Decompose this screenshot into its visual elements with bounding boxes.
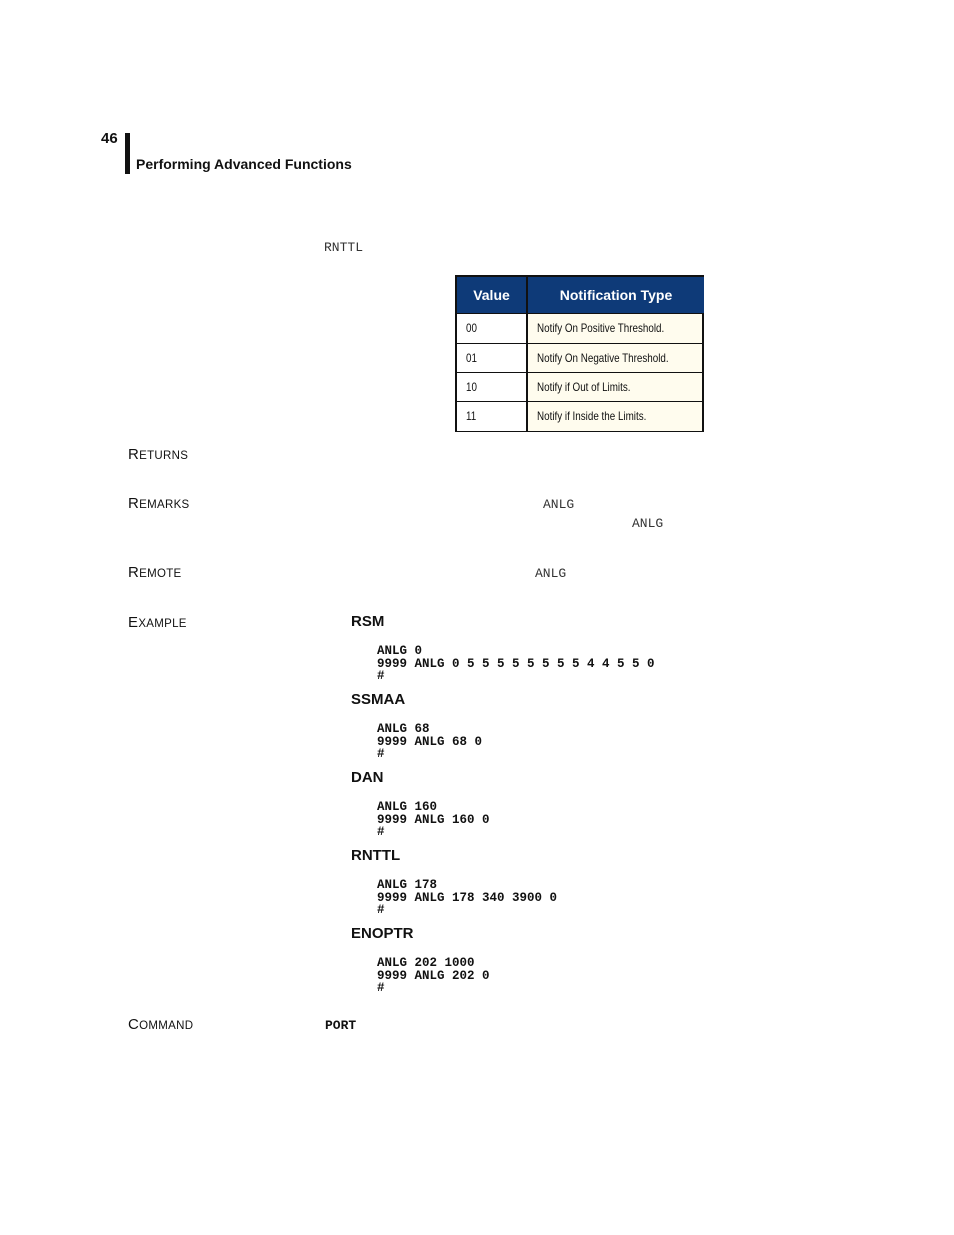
label-initial: C bbox=[128, 1016, 140, 1033]
table-cell-type bbox=[528, 344, 702, 373]
value-text: 10 bbox=[466, 380, 477, 394]
code-line: ANLG 68 bbox=[377, 722, 430, 736]
section-label-command bbox=[128, 1016, 193, 1033]
label-rest: EMOTE bbox=[139, 568, 182, 580]
label-initial: R bbox=[128, 446, 140, 463]
example-code-ssmaa bbox=[377, 723, 482, 761]
example-code-dan bbox=[377, 801, 490, 839]
code-line: 9999 ANLG 0 5 5 5 5 5 5 5 5 4 4 5 5 0 bbox=[377, 656, 655, 671]
remarks-code-anlg: ANLG bbox=[632, 516, 664, 531]
header-rule bbox=[125, 133, 130, 174]
code-line: ANLG 178 bbox=[377, 878, 438, 892]
table-header-notification-type: Notification Type bbox=[528, 277, 704, 313]
code-line: 9999 ANLG 68 0 bbox=[377, 734, 483, 749]
code-line: ANLG 0 bbox=[377, 644, 423, 658]
type-text: Notify On Positive Threshold. bbox=[537, 321, 665, 335]
table-cell-type bbox=[528, 402, 702, 431]
table-cell-type bbox=[528, 314, 702, 343]
label-initial: R bbox=[128, 495, 140, 512]
remarks-code-anlg: ANLG bbox=[543, 497, 575, 512]
code-line: # bbox=[377, 903, 385, 917]
example-title-ssmaa: SSMAA bbox=[351, 691, 406, 708]
type-text: Notify if Inside the Limits. bbox=[537, 409, 647, 423]
example-title-enoptr: ENOPTR bbox=[351, 925, 414, 942]
table-header-value: Value bbox=[457, 277, 526, 313]
section-label-returns bbox=[128, 446, 188, 463]
type-text: Notify if Out of Limits. bbox=[537, 380, 631, 394]
table-row bbox=[457, 372, 702, 402]
code-line: # bbox=[377, 669, 385, 683]
page-number: 46 bbox=[101, 130, 118, 147]
value-text: 11 bbox=[466, 409, 477, 423]
notification-table bbox=[455, 275, 704, 432]
type-text: Notify On Negative Threshold. bbox=[537, 351, 669, 365]
example-code-rnttl bbox=[377, 879, 557, 917]
code-line: 9999 ANLG 160 0 bbox=[377, 812, 490, 827]
example-code-rsm bbox=[377, 645, 655, 683]
code-line: 9999 ANLG 178 340 3900 0 bbox=[377, 890, 558, 905]
label-rest: ETURNS bbox=[139, 450, 189, 462]
value-text: 00 bbox=[466, 321, 477, 335]
running-head: Performing Advanced Functions bbox=[136, 156, 352, 172]
value-text: 01 bbox=[466, 351, 477, 365]
example-title-dan: DAN bbox=[351, 769, 384, 786]
label-rest: XAMPLE bbox=[138, 618, 187, 630]
example-title-rnttl: RNTTL bbox=[351, 847, 401, 864]
table-cell-type bbox=[528, 373, 702, 402]
code-line: ANLG 160 bbox=[377, 800, 438, 814]
label-initial: R bbox=[128, 564, 140, 581]
table-row bbox=[457, 313, 702, 343]
label-rest: EMARKS bbox=[139, 499, 190, 511]
label-initial: E bbox=[128, 614, 139, 631]
command-value: PORT bbox=[325, 1018, 357, 1033]
parameter-token: RNTTL bbox=[324, 240, 364, 255]
table-row bbox=[457, 401, 702, 431]
section-label-example bbox=[128, 614, 187, 631]
code-line: ANLG 202 1000 bbox=[377, 956, 475, 970]
table-cell-value bbox=[457, 402, 526, 431]
code-line: # bbox=[377, 825, 385, 839]
table-cell-value bbox=[457, 373, 526, 402]
example-title-rsm: RSM bbox=[351, 613, 385, 630]
code-line: 9999 ANLG 202 0 bbox=[377, 968, 490, 983]
section-label-remarks bbox=[128, 495, 190, 512]
label-rest: OMMAND bbox=[139, 1020, 194, 1032]
table-cell-value bbox=[457, 314, 526, 343]
remote-code-anlg: ANLG bbox=[535, 566, 567, 581]
code-line: # bbox=[377, 747, 385, 761]
table-row bbox=[457, 343, 702, 373]
section-label-remote bbox=[128, 564, 182, 581]
table-cell-value bbox=[457, 344, 526, 373]
example-code-enoptr bbox=[377, 957, 490, 995]
code-line: # bbox=[377, 981, 385, 995]
